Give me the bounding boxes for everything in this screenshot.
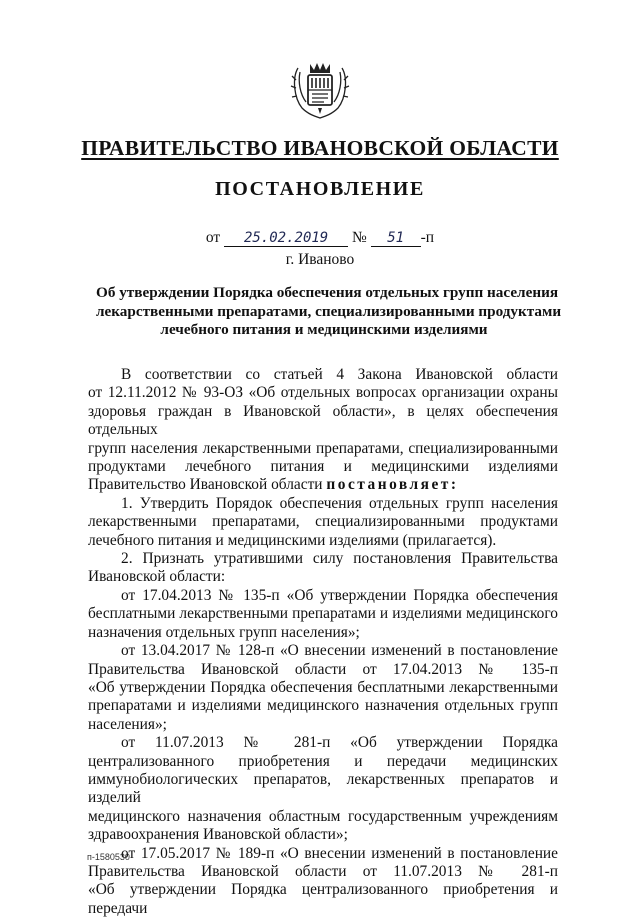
body-line: здоровья граждан в Ивановской области», в целях обеспечения отдельных <box>88 402 558 439</box>
body-line: от 13.04.2017 № 128-п «О внесении изменений в постановление <box>121 642 558 660</box>
body-line: Ивановской области: <box>88 568 226 586</box>
body-line: централизованного приобретения и передачи медицинских <box>88 752 558 770</box>
document-subject <box>96 284 562 340</box>
body-line: от 17.04.2013 № 135-п «Об утверждении Порядка обеспечения <box>121 586 558 604</box>
body-line: Правительства Ивановской области от 17.04.2013 № 135-п <box>88 660 558 678</box>
body-line: назначения отдельных групп населения»; <box>88 623 360 641</box>
number-prefix: № <box>351 229 367 246</box>
body-line: лекарственными препаратами, специализированными продуктами <box>88 513 558 531</box>
body-line: от 17.05.2017 № 189-п «О внесении изменений в постановление <box>121 844 558 862</box>
document-type: ПОСТАНОВЛЕНИЕ <box>215 178 425 200</box>
document-body <box>88 366 558 918</box>
resolution-subject: Правительство Ивановской области <box>88 476 327 494</box>
body-line: «Об утверждении Порядка обеспечения бесплатными лекарственными <box>88 678 558 696</box>
city: г. Иваново <box>285 251 355 268</box>
subject-line: Об утверждении Порядка обеспечения отдельных групп населения <box>96 284 559 301</box>
body-line: продуктами лечебного питания и медицинскими изделиями <box>88 458 558 476</box>
body-line: 2. Признать утратившими силу постановления Правительства <box>121 550 558 568</box>
body-line: групп населения лекарственными препаратами, специализированными <box>88 439 558 457</box>
body-line: иммунобиологических препаратов, лекарственных препаратов и изделий <box>88 770 558 807</box>
body-line <box>88 476 558 494</box>
document-date: 25.02.2019 <box>224 230 348 247</box>
government-title: ПРАВИТЕЛЬСТВО ИВАНОВСКОЙ ОБЛАСТИ <box>81 136 559 160</box>
body-line: препаратами и изделиями медицинского назначения отдельных групп <box>88 697 558 715</box>
body-line: населения»; <box>88 715 167 733</box>
date-prefix: от <box>205 229 221 246</box>
body-line: В соответствии со статьей 4 Закона Ивановской области <box>121 366 558 383</box>
document-code: п-1580530 <box>87 852 130 862</box>
body-line: бесплатными лекарственными препаратами и изделиями медицинского <box>88 605 558 623</box>
date-number-line <box>0 229 640 247</box>
body-line: здравоохранения Ивановской области»; <box>88 826 348 844</box>
body-line: «Об утверждении Порядка централизованного приобретения и передачи <box>88 881 558 917</box>
subject-line: лекарственными препаратами, специализированными продуктами <box>96 302 562 320</box>
document-number: 51 <box>371 230 421 247</box>
resolves-keyword: постановляет: <box>326 476 459 494</box>
body-line: от 11.07.2013 № 281-п «Об утверждении Порядка <box>121 734 558 752</box>
body-line: Правительства Ивановской области от 11.07.2013 № 281-п <box>88 862 558 880</box>
coat-of-arms-icon <box>288 58 352 122</box>
body-line: медицинского назначения областным государственным учреждениям <box>88 807 558 825</box>
subject-line: лечебного питания и медицинскими изделиями <box>160 321 488 338</box>
body-line: лечебного питания и медицинскими изделиями (прилагается). <box>88 531 497 549</box>
body-line: от 12.11.2012 № 93-ОЗ «Об отдельных вопросах организации охраны <box>88 384 558 402</box>
number-suffix: -п <box>420 229 435 246</box>
body-line: 1. Утвердить Порядок обеспечения отдельных групп населения <box>121 494 558 512</box>
